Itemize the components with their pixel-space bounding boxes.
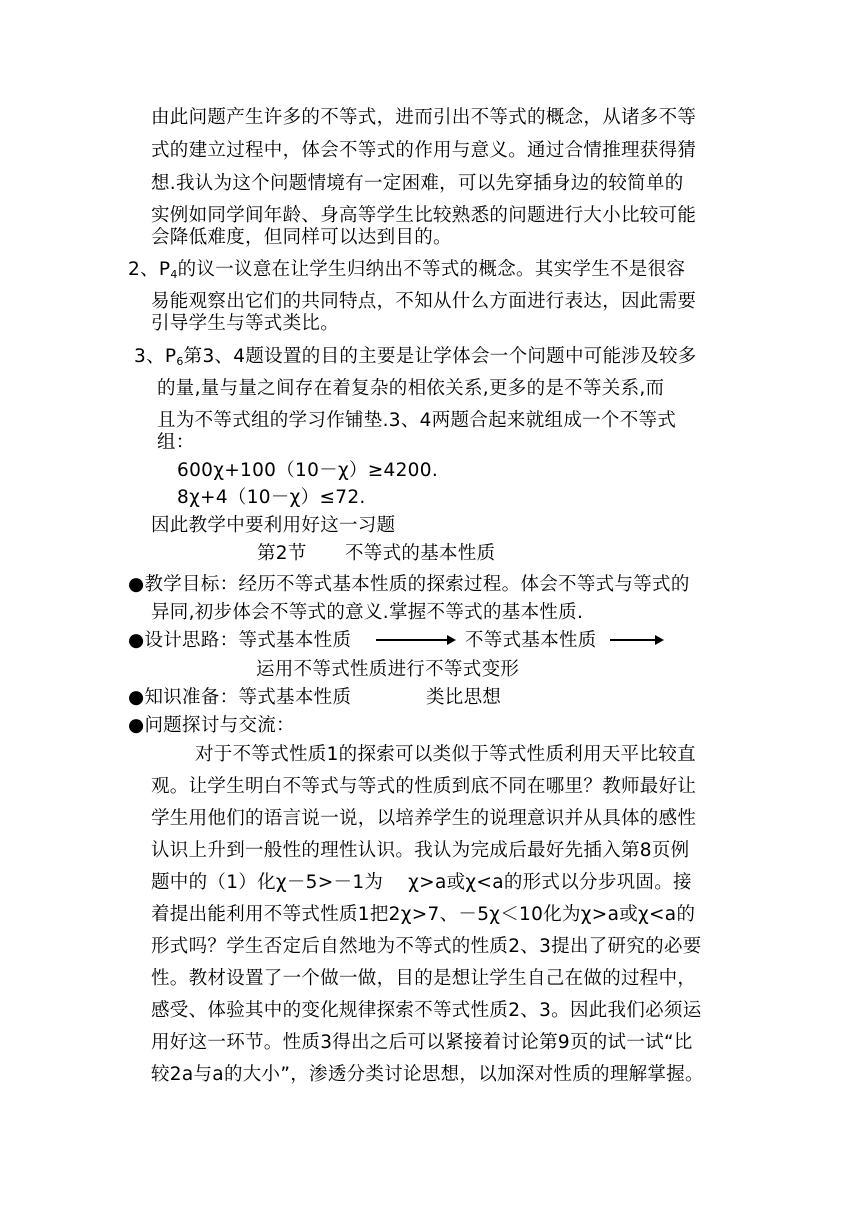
item3-subscript: 6 bbox=[176, 355, 184, 368]
design-arrow-1 bbox=[376, 634, 456, 646]
discussion-line-4: 认识上升到一般性的理性认识。我认为完成后最好先插入第8页例 bbox=[151, 840, 690, 861]
item2-line-3: 引导学生与等式类比。 bbox=[151, 313, 340, 334]
discussion-label: ●问题探讨与交流： bbox=[128, 715, 295, 736]
intro-line-2: 式的建立过程中，体会不等式的作用与意义。通过合情推理获得猜 bbox=[151, 140, 697, 161]
intro-line-3: 想.我认为这个问题情境有一定困难，可以先穿插身边的较简单的 bbox=[151, 173, 684, 194]
knowledge-item-2: 类比思想 bbox=[426, 687, 502, 708]
discussion-line-1: 对于不等式性质1的探索可以类似于等式性质利用天平比较直 bbox=[195, 744, 696, 765]
section-heading-number: 第2节 bbox=[257, 543, 307, 564]
item2-text: 的议一议意在让学生归纳出不等式的概念。其实学生不是很容 bbox=[177, 259, 686, 280]
design-step-2: 不等式基本性质 bbox=[465, 630, 597, 651]
discussion-line-8: 性。教材设置了一个做一做，目的是想让学生自己在做的过程中， bbox=[151, 968, 697, 989]
knowledge-label: ●知识准备： bbox=[128, 687, 239, 708]
goals-line-1 bbox=[128, 573, 690, 597]
item2-line-2: 易能观察出它们的共同特点，不知从什么方面进行表达，因此需要 bbox=[151, 291, 697, 312]
discussion-line-9: 感受、体验其中的变化规律探索不等式性质2、3。因此我们必须运 bbox=[151, 1000, 702, 1021]
design-step-1: 等式基本性质 bbox=[238, 630, 352, 651]
section-heading-title: 不等式的基本性质 bbox=[345, 543, 496, 564]
item2-subscript: 4 bbox=[170, 268, 178, 281]
item3-line-3: 且为不等式组的学习作铺垫.3、4两题合起来就组成一个不等式 bbox=[157, 410, 677, 431]
discussion-line-5: 题中的（1）化χ－5>－1为 χ>a或χ<a的形式以分步巩固。接 bbox=[151, 872, 692, 893]
discussion-line-3: 学生用他们的语言说一说，以培养学生的说理意识并从具体的感性 bbox=[151, 808, 697, 829]
goals-text: 经历不等式基本性质的探索过程。体会不等式与等式的 bbox=[238, 574, 690, 595]
design-label: ●设计思路： bbox=[128, 630, 239, 651]
inequality-2: 8χ+4（10－χ）≤72. bbox=[177, 487, 366, 508]
intro-line-1: 由此问题产生许多的不等式，进而引出不等式的概念，从诸多不等 bbox=[151, 107, 697, 128]
discussion-line-7: 形式吗？学生否定后自然地为不等式的性质2、3提出了研究的必要 bbox=[151, 936, 702, 957]
item2-first-line bbox=[128, 258, 685, 287]
design-step-3: 运用不等式性质进行不等式变形 bbox=[256, 659, 520, 680]
item3-line-4: 组： bbox=[157, 432, 195, 453]
design-arrow-2 bbox=[610, 634, 664, 646]
goals-label: ●教学目标： bbox=[128, 574, 239, 595]
item3-line-2: 的量,量与量之间存在着复杂的相依关系,更多的是不等关系,而 bbox=[157, 378, 665, 399]
closing-line: 因此教学中要利用好这一习题 bbox=[151, 515, 396, 536]
discussion-line-10: 用好这一环节。性质3得出之后可以紧接着讨论第9页的试一试“比 bbox=[151, 1032, 693, 1053]
goals-line-2: 异同,初步体会不等式的意义.掌握不等式的基本性质. bbox=[151, 602, 584, 623]
design-line-1 bbox=[128, 629, 351, 653]
discussion-line-6: 着提出能利用不等式性质1把2χ>7、－5χ＜10化为χ>a或χ<a的 bbox=[151, 904, 696, 925]
discussion-line-2: 观。让学生明白不等式与等式的性质到底不同在哪里？教师最好让 bbox=[151, 776, 697, 797]
inequality-1: 600χ+100（10－χ）≥4200. bbox=[177, 460, 438, 481]
intro-line-4: 实例如同学间年龄、身高等学生比较熟悉的问题进行大小比较可能 bbox=[151, 205, 697, 226]
item2-prefix: 2、P bbox=[128, 259, 171, 280]
item3-prefix: 3、P bbox=[134, 346, 177, 367]
intro-line-5: 会降低难度，但同样可以达到目的。 bbox=[151, 227, 452, 248]
item3-text: 第3、4题设置的目的主要是让学体会一个问题中可能涉及较多 bbox=[183, 346, 697, 367]
knowledge-line bbox=[128, 686, 351, 710]
item3-first-line bbox=[134, 345, 697, 374]
discussion-line-11: 较2a与a的大小”，渗透分类讨论思想，以加深对性质的理解掌握。 bbox=[151, 1064, 704, 1085]
knowledge-item-1: 等式基本性质 bbox=[238, 687, 352, 708]
